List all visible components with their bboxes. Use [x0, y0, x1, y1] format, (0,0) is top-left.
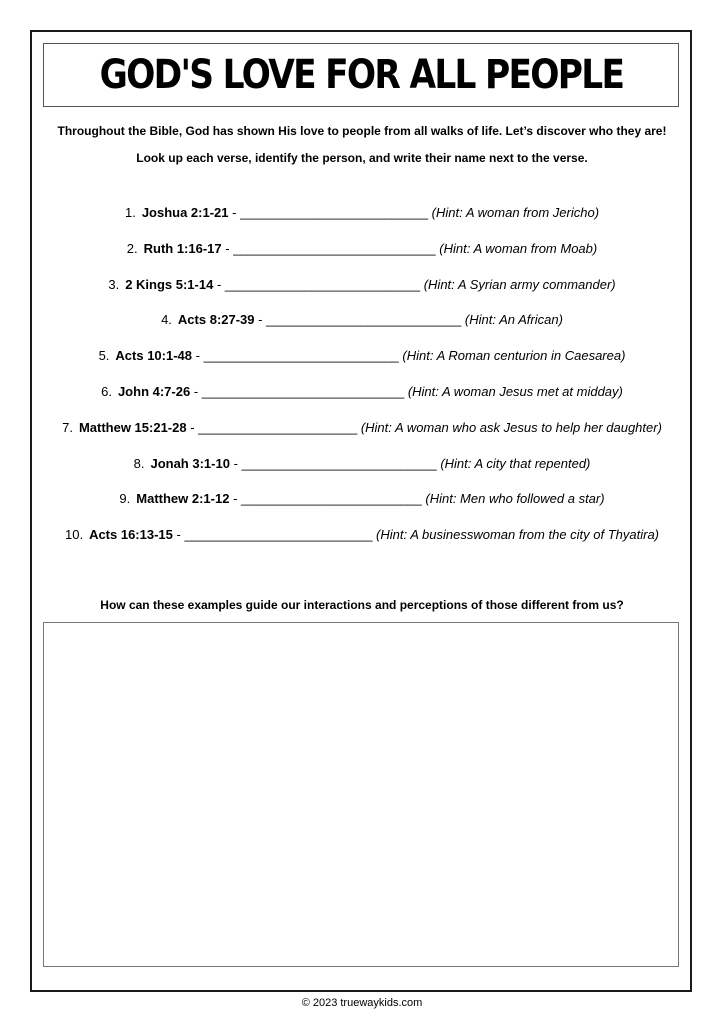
- list-item: [0, 348, 724, 384]
- item-number: 8.: [133, 455, 145, 471]
- hint-text: (Hint: Men who followed a star): [425, 491, 605, 507]
- list-item: [0, 420, 724, 456]
- reflection-question: How can these examples guide our interactions and perceptions of those different from us?: [100, 598, 624, 612]
- answer-blank[interactable]: - ___________________________: [213, 276, 424, 292]
- list-item: [0, 205, 724, 241]
- answer-blank[interactable]: - ____________________________: [221, 240, 440, 256]
- list-item: [0, 456, 724, 492]
- verse-reference: Acts 10:1-48: [115, 348, 193, 364]
- verse-reference: Acts 16:13-15: [89, 527, 173, 543]
- verse-reference: Matthew 15:21-28: [78, 419, 187, 435]
- item-number: 3.: [108, 276, 120, 292]
- hint-text: (Hint: A woman who ask Jesus to help her daughter): [360, 419, 662, 435]
- hint-text: (Hint: A city that repented): [440, 455, 591, 471]
- verse-reference: Joshua 2:1-21: [141, 205, 229, 220]
- verse-reference: Ruth 1:16-17: [143, 240, 222, 256]
- answer-blank[interactable]: - _________________________: [229, 491, 426, 507]
- list-item: [0, 241, 724, 277]
- item-number: 6.: [101, 383, 112, 399]
- hint-text: (Hint: A businesswoman from the city of Thyatira): [376, 527, 660, 543]
- hint-text: (Hint: A woman from Moab): [439, 240, 598, 256]
- hint-text: (Hint: A woman from Jericho): [431, 205, 600, 220]
- intro-line-2: Look up each verse, identify the person, and write their name next to the verse.: [136, 151, 588, 165]
- hint-text: (Hint: A Syrian army commander): [423, 276, 616, 292]
- item-number: 5.: [98, 348, 110, 364]
- item-number: 2.: [126, 240, 138, 256]
- title-box: [43, 43, 679, 107]
- list-item: [0, 527, 724, 563]
- answer-blank[interactable]: - __________________________: [172, 527, 377, 543]
- answer-box[interactable]: [43, 622, 679, 967]
- verse-reference: John 4:7-26: [117, 383, 191, 399]
- answer-blank[interactable]: - ___________________________: [254, 312, 465, 328]
- item-number: 7.: [62, 419, 73, 435]
- hint-text: (Hint: An African): [464, 312, 563, 328]
- answer-blank[interactable]: - __________________________: [228, 205, 432, 220]
- verse-list: [0, 205, 724, 563]
- list-item: [0, 277, 724, 313]
- answer-blank[interactable]: - ___________________________: [229, 455, 441, 471]
- hint-text: (Hint: A woman Jesus met at midday): [407, 383, 623, 399]
- verse-reference: 2 Kings 5:1-14: [125, 276, 214, 292]
- copyright-footer: © 2023 truewaykids.com: [301, 997, 423, 1009]
- item-number: 9.: [119, 491, 131, 507]
- list-item: [0, 312, 724, 348]
- intro-line-1: Throughout the Bible, God has shown His love to people from all walks of life. Let’s discover who they are!: [57, 124, 667, 138]
- verse-reference: Acts 8:27-39: [177, 312, 255, 328]
- item-number: 1.: [124, 205, 136, 220]
- list-item: [0, 491, 724, 527]
- answer-blank[interactable]: - ___________________________: [192, 348, 403, 364]
- hint-text: (Hint: A Roman centurion in Caesarea): [402, 348, 626, 364]
- answer-blank[interactable]: - ______________________: [186, 419, 361, 435]
- list-item: [0, 384, 724, 420]
- worksheet-title: GOD'S LOVE FOR ALL PEOPLE: [99, 52, 623, 98]
- verse-reference: Jonah 3:1-10: [150, 455, 230, 471]
- verse-reference: Matthew 2:1-12: [136, 491, 230, 507]
- answer-blank[interactable]: - ____________________________: [190, 383, 408, 399]
- item-number: 4.: [161, 312, 172, 328]
- item-number: 10.: [64, 527, 84, 543]
